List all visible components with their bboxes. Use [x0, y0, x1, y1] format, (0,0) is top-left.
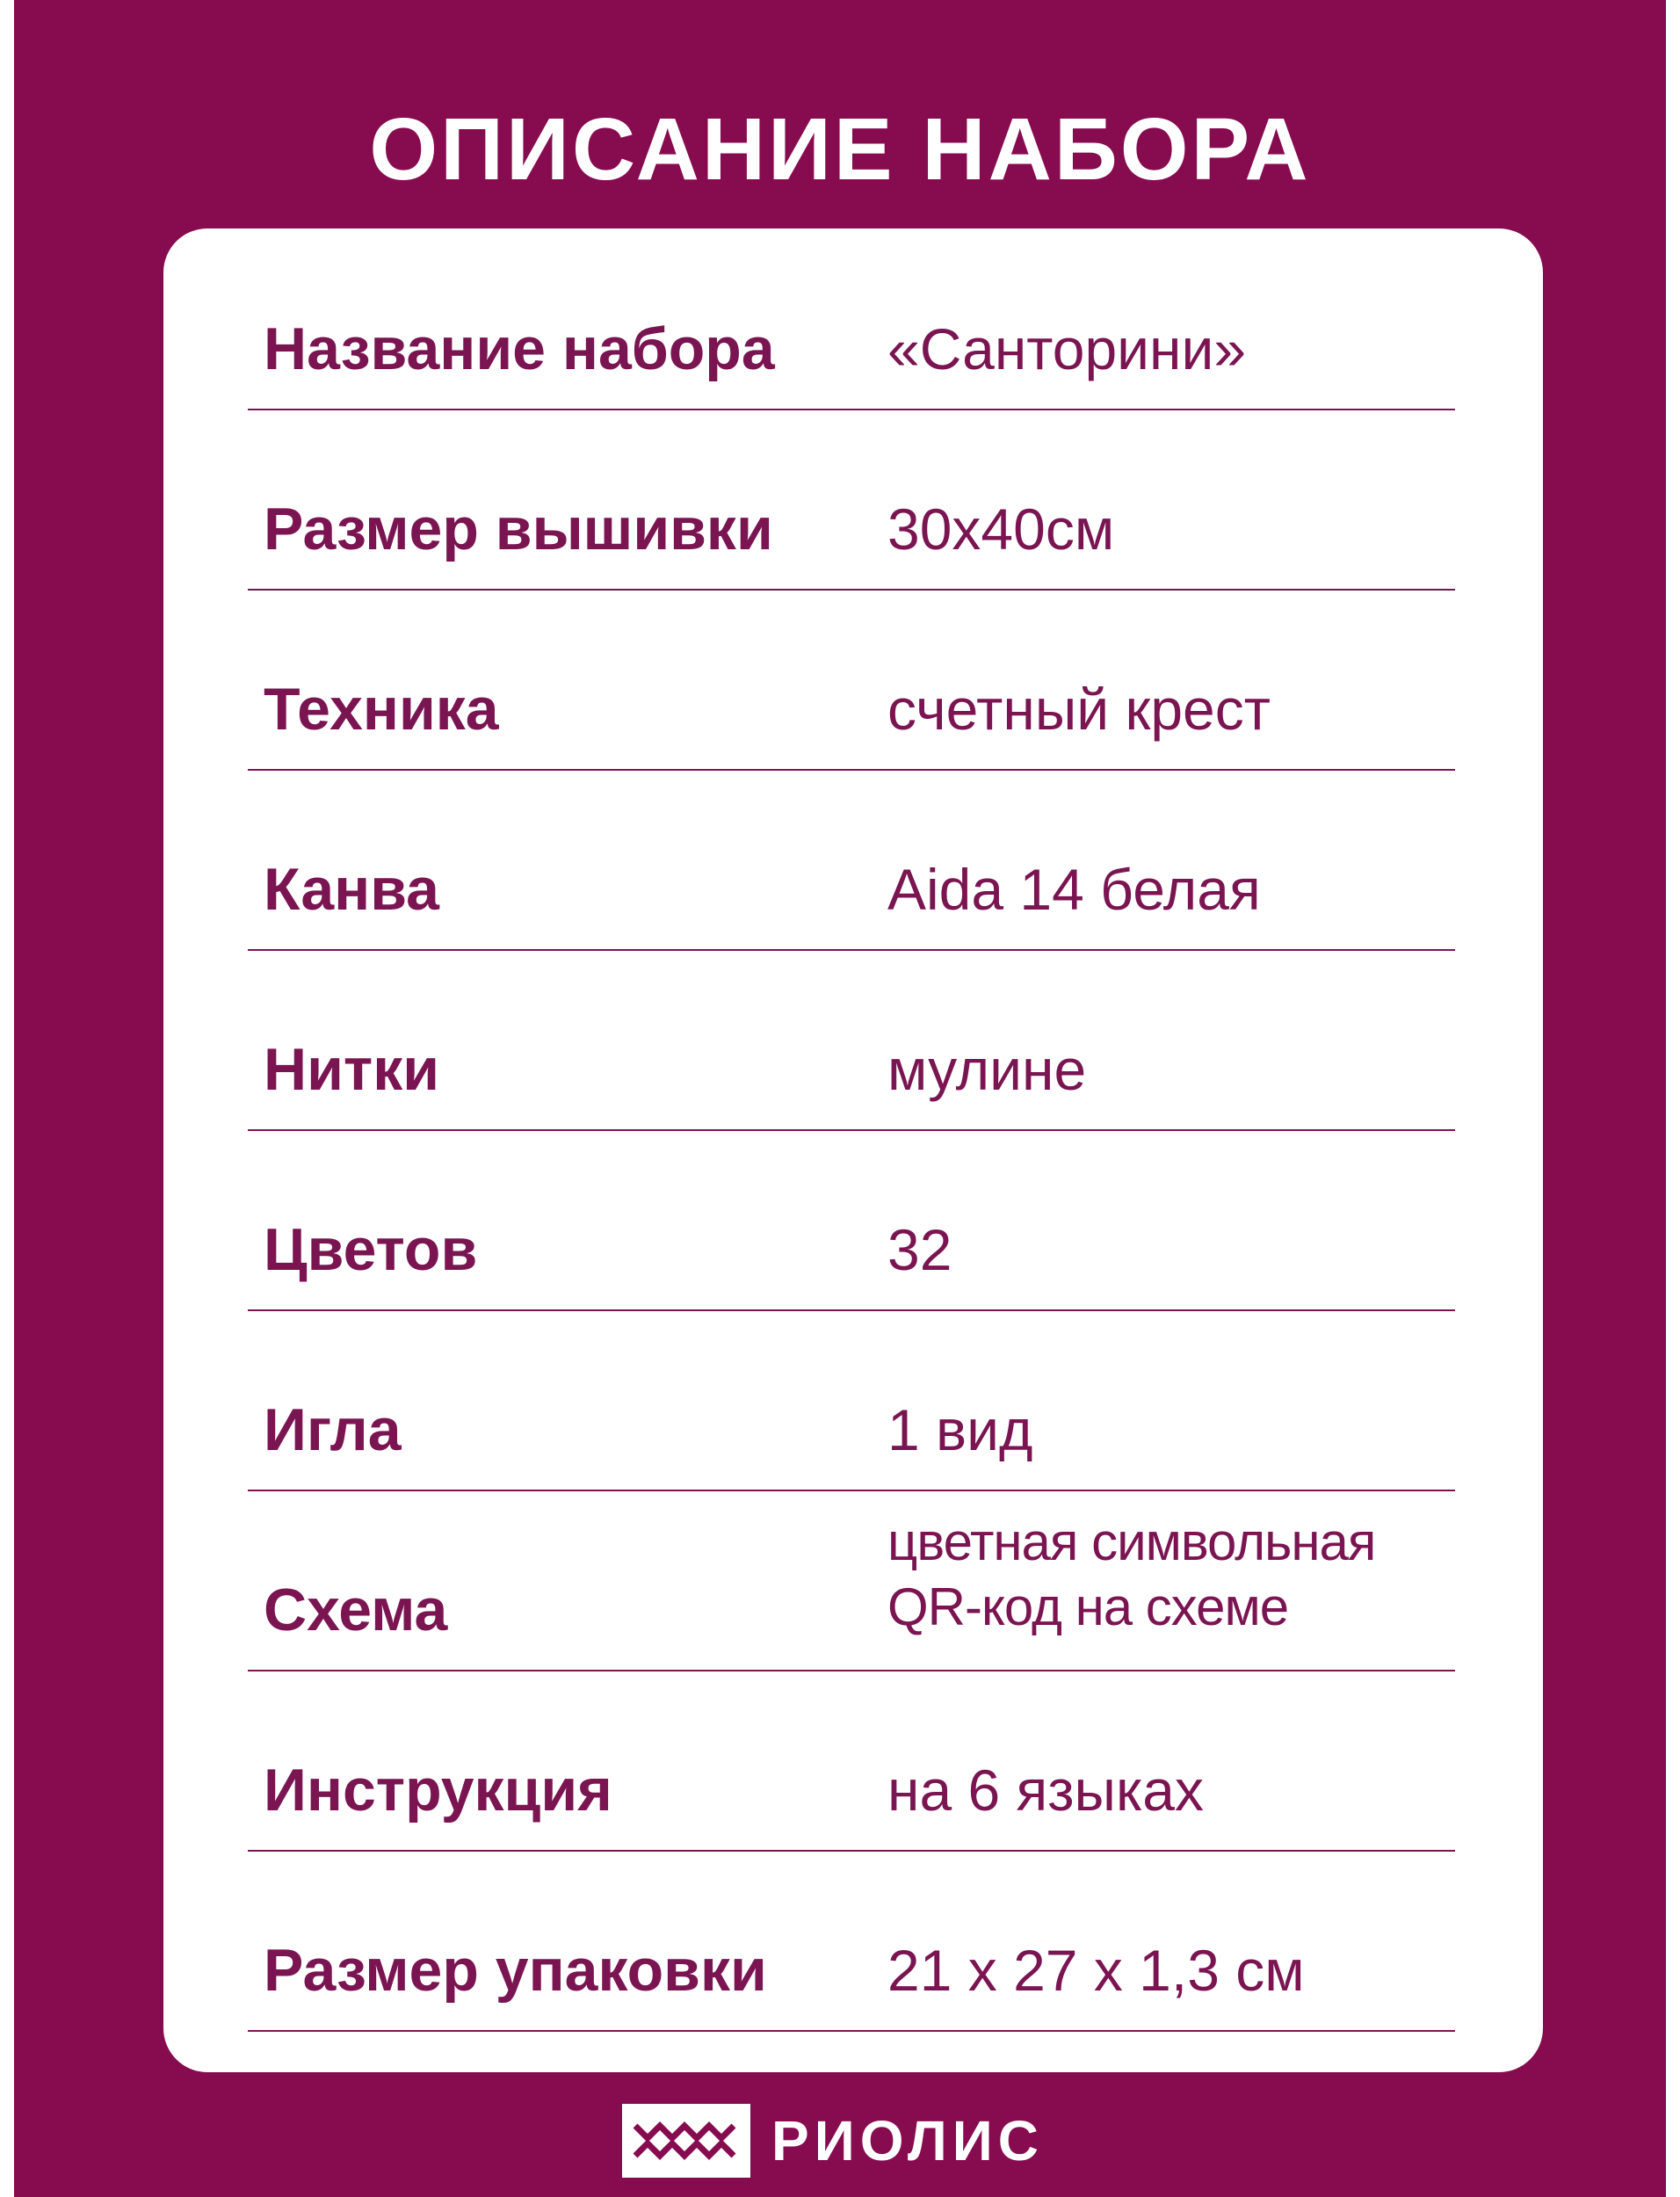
page-title: ОПИСАНИЕ НАБОРА — [369, 100, 1311, 199]
spec-label: Нитки — [264, 1036, 440, 1103]
spec-row-instructions — [248, 1670, 1455, 1852]
brand-logo — [622, 2102, 1044, 2179]
spec-value: 32 — [887, 1217, 952, 1282]
spec-row-colors — [248, 1129, 1455, 1311]
spec-label: Размер вышивки — [264, 496, 773, 562]
spec-value: 30x40см — [887, 497, 1115, 562]
spec-value: Aida 14 белая — [887, 857, 1261, 922]
spec-value: счетный крест — [887, 677, 1271, 742]
spec-label: Инструкция — [264, 1757, 612, 1824]
brand-name: РИОЛИС — [771, 2109, 1044, 2172]
spec-value-line: QR-код на схеме — [887, 1577, 1289, 1636]
spec-row-kit-name — [248, 228, 1455, 410]
spec-value: «Санторини» — [887, 316, 1247, 381]
spec-value-line: цветная символьная — [887, 1512, 1376, 1571]
spec-row-canvas — [248, 769, 1455, 951]
spec-value: на 6 языках — [887, 1758, 1205, 1823]
spec-row-threads — [248, 949, 1455, 1131]
spec-label: Название набора — [264, 315, 775, 382]
spec-row-technique — [248, 589, 1455, 771]
footer — [14, 2090, 1666, 2186]
spec-value: мулине — [887, 1037, 1087, 1102]
spec-value: 21 x 27 x 1,3 см — [887, 1938, 1305, 2003]
spec-label: Цветов — [264, 1216, 478, 1283]
spec-row-embroidery-size — [248, 409, 1455, 591]
spec-label: Канва — [264, 856, 439, 923]
page-frame — [14, 0, 1666, 2197]
spec-card — [163, 228, 1543, 2072]
spec-label: Схема — [264, 1577, 448, 1643]
spec-row-package-size — [248, 1850, 1455, 2032]
spec-row-chart — [248, 1490, 1455, 1671]
spec-label: Техника — [264, 676, 499, 743]
spec-label: Игла — [264, 1396, 402, 1463]
riolis-zigzag-logo-icon — [622, 2104, 750, 2178]
spec-label: Размер упаковки — [264, 1937, 767, 2004]
spec-value — [887, 1510, 1375, 1640]
spec-row-needle — [248, 1309, 1455, 1491]
spec-value: 1 вид — [887, 1397, 1033, 1462]
